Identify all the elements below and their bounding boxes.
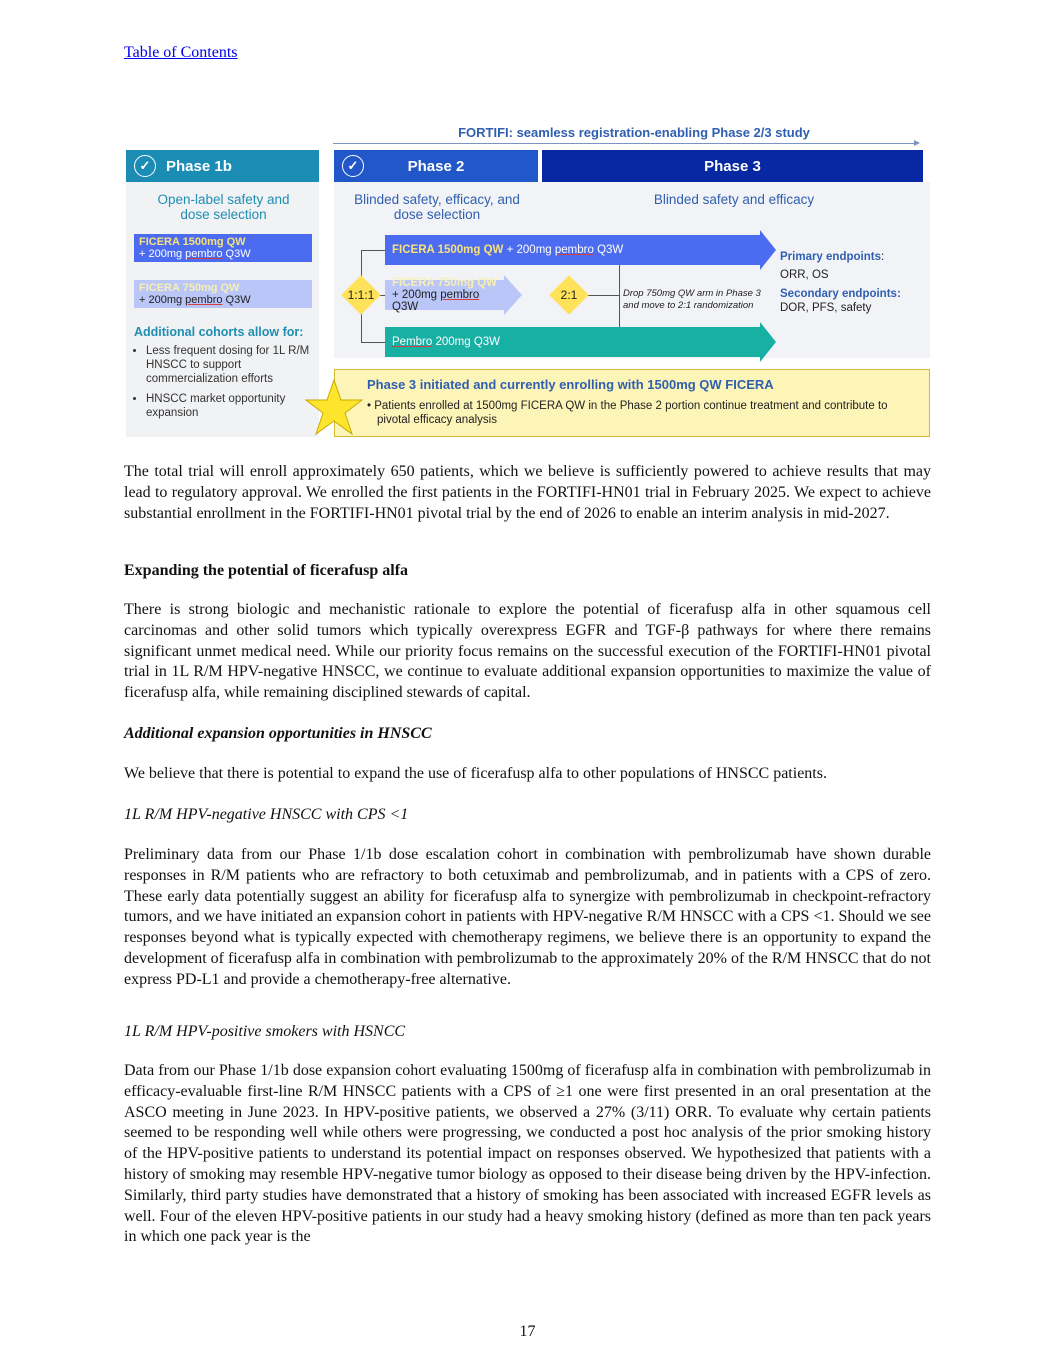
cohort-item: • Less frequent dosing for 1L R/M HNSCC to support commercialization efforts — [146, 344, 331, 386]
phase-label: Phase 3 — [704, 157, 761, 175]
arm-drug: FICERA 750mg QW — [392, 277, 498, 289]
phase-1b-dose-750 — [134, 280, 312, 308]
arm-drug: FICERA 1500mg QW — [392, 244, 504, 256]
arm-combo-suffix: Q3W — [593, 244, 624, 256]
arrowhead-icon — [760, 230, 776, 270]
study-timeline-arrow — [333, 143, 918, 144]
cohorts-list — [132, 344, 331, 426]
arrowhead-icon — [760, 322, 776, 362]
callout-bullet: Patients enrolled at 1500mg FICERA QW in the Phase 2 portion continue treatment and contribute to pivotal efficacy analysis — [374, 400, 888, 426]
arm-combo-suffix: Q3W — [392, 301, 419, 313]
combo-prefix: + 200mg — [139, 294, 186, 306]
fortifi-study-diagram — [124, 120, 934, 440]
dose-combo — [139, 248, 307, 260]
arm-combo-prefix: + 200mg — [503, 244, 555, 256]
drop-arm-note: Drop 750mg QW arm in Phase 3 and move to 2:1 randomization — [623, 288, 761, 311]
randomization-ratio-phase3: 2:1 — [560, 288, 578, 302]
paragraph-potential-populations: We believe that there is potential to expand the use of ficerafusp alfa to other populations of HNSCC patients. — [124, 765, 827, 782]
phase-2-subtitle: Blinded safety, efficacy, and dose selection — [354, 192, 520, 222]
phase-2-header — [334, 150, 538, 182]
phase-1b-header — [126, 150, 319, 182]
callout-text: • Patients enrolled at 1500mg FICERA QW in the Phase 2 portion continue treatment and contribute to pivotal efficacy analysis — [367, 400, 888, 426]
connector-line — [619, 265, 620, 327]
arm-combo — [392, 289, 505, 313]
combo-prefix: + 200mg — [139, 248, 186, 260]
randomization-ratio-phase2: 1:1:1 — [347, 288, 375, 302]
phase-label: Phase 1b — [166, 157, 232, 175]
callout-title: Phase 3 initiated and currently enrolling with 1500mg QW FICERA — [367, 377, 774, 392]
page-number: 17 — [519, 1323, 536, 1340]
arrowhead-icon — [914, 140, 920, 146]
endpoints: Primary endpoints: ORR, OS Secondary endpoints: DOR, PFS, safety — [780, 251, 901, 314]
star-icon — [304, 378, 364, 438]
paragraph-enrollment: The total trial will enroll approximately 650 patients, which we believe is sufficiently powered to achieve results that may lead to regulatory approval. We enrolled the first patients in the FORTIFI-HN01 trial in February 2025. We expect to achieve substantial enrollment in the FORTIFI-HN01 pivotal trial by the end of 2026 to enable an interim analysis in mid-2027. — [124, 463, 931, 522]
primary-endpoints-values: ORR, OS — [780, 269, 829, 281]
arm-pembro: pembro — [554, 244, 594, 256]
study-banner-title: FORTIFI: seamless registration-enabling Phase 2/3 study — [458, 125, 810, 140]
phase-3-header — [542, 150, 923, 182]
phase-1b-subtitle: Open-label safety and dose selection — [157, 192, 290, 222]
arm-drug: Pembro — [392, 336, 433, 348]
heading-additional-expansion: Additional expansion opportunities in HNSCC — [124, 725, 432, 742]
paragraph-expansion-cohort-data: Data from our Phase 1/1b dose expansion cohort evaluating 1500mg of ficerafusp alfa in combination with pembrolizumab in efficacy-evaluable first-line R/M HNSCC patients with a CPS of ≥1 one were first presented in an oral presentation at the ASCO meeting in June 2023. In HPV-positive patients, we observed a 27% (3/11) ORR. To evaluate why certain patients seemed to be responding well while others were progressing, we conducted a post hoc analysis of the prior smoking history of the HPV-positive patients to understand its potential impact on responses observed. We hypothesized that patients with a history of smoking may resemble HPV-negative tumor biology as opposed to their disease being driven by the HPV-infection. Similarly, third party studies have demonstrated that a history of smoking has been associated with increased EGFR levels as well. Four of the eleven HPV-positive patients in our study had a heavy smoking history (defined as more than ten pack years in which one pack year is the — [124, 1062, 931, 1246]
arm-pembro-only — [385, 327, 761, 357]
arm-ficera-750 — [385, 277, 505, 313]
paragraph-rationale: There is strong biologic and mechanistic rationale to explore the potential of ficerafusp alfa in other squamous cell carcinomas and other solid tumors which typically overexpress EGFR and TGF-β pathways for where there remains significant unmet medical need. While our priority focus remains on the successful execution of the FORTIFI-HN01 pivotal trial in 1L R/M HPV-negative HNSCC, we continue to evaluate additional expansion opportunities to maximize the value of ficerafusp alfa, while remaining disciplined stewards of capital. — [124, 601, 931, 702]
dose-combo — [139, 294, 307, 306]
arm-pembro: pembro — [440, 289, 480, 301]
primary-endpoints-label: Primary endpoints — [780, 251, 881, 263]
secondary-endpoints-label: Secondary endpoints — [780, 288, 897, 300]
cohort-item: • HNSCC market opportunity expansion — [146, 392, 331, 420]
table-of-contents-link[interactable]: Table of Contents — [124, 44, 238, 61]
dose-drug: FICERA 1500mg QW — [139, 236, 246, 248]
connector-line — [361, 250, 385, 251]
phase-label: Phase 2 — [407, 157, 465, 175]
combo-suffix: Q3W — [222, 248, 251, 260]
arm-ficera-1500 — [385, 235, 761, 265]
heading-expanding-potential: Expanding the potential of ficerafusp alfa — [124, 562, 409, 579]
cohorts-title: Additional cohorts allow for: — [134, 325, 304, 339]
phase-3-callout — [334, 369, 930, 437]
paragraph-preliminary-data: Preliminary data from our Phase 1/1b dose escalation cohort in combination with pembrolizumab have shown durable responses in R/M patients who are refractory to both cetuximab and pembrolizumab, and in patients with a CPS of zero. These early data potentially suggest an ability for ficerafusp alfa to synergize with pembrolizumab in checkpoint-refractory tumors, and we have initiated an expansion cohort in patients with HPV-negative R/M HNSCC with a CPS <1. Should we see responses beyond what is typically expected with chemotherapy regimens, we believe there is an opportunity to expand the development of ficerafusp alfa in combination with pembrolizumab to the approximately 20% of the R/M HNSCC that do not express PD-L1 and provide a chemotherapy-free alternative. — [124, 846, 931, 988]
secondary-endpoints-values: DOR, PFS, safety — [780, 302, 872, 314]
heading-hpv-positive-smokers: 1L R/M HPV-positive smokers with HSNCC — [124, 1023, 406, 1040]
combo-pembro: pembro — [185, 248, 223, 260]
phase-1b-dose-1500 — [134, 234, 312, 262]
heading-cps-less-than-1: 1L R/M HPV-negative HNSCC with CPS <1 — [124, 806, 409, 823]
connector-line — [361, 342, 385, 343]
combo-pembro: pembro — [185, 294, 223, 306]
combo-suffix: Q3W — [222, 294, 251, 306]
arm-combo-suffix: 200mg Q3W — [432, 336, 501, 348]
arm-combo-prefix: + 200mg — [392, 289, 441, 301]
phase-3-subtitle: Blinded safety and efficacy — [653, 192, 815, 207]
dose-drug: FICERA 750mg QW — [139, 282, 240, 294]
checkmark-circle-icon: ✓ — [134, 155, 156, 177]
checkmark-circle-icon: ✓ — [342, 155, 364, 177]
arrowhead-icon — [504, 275, 522, 315]
